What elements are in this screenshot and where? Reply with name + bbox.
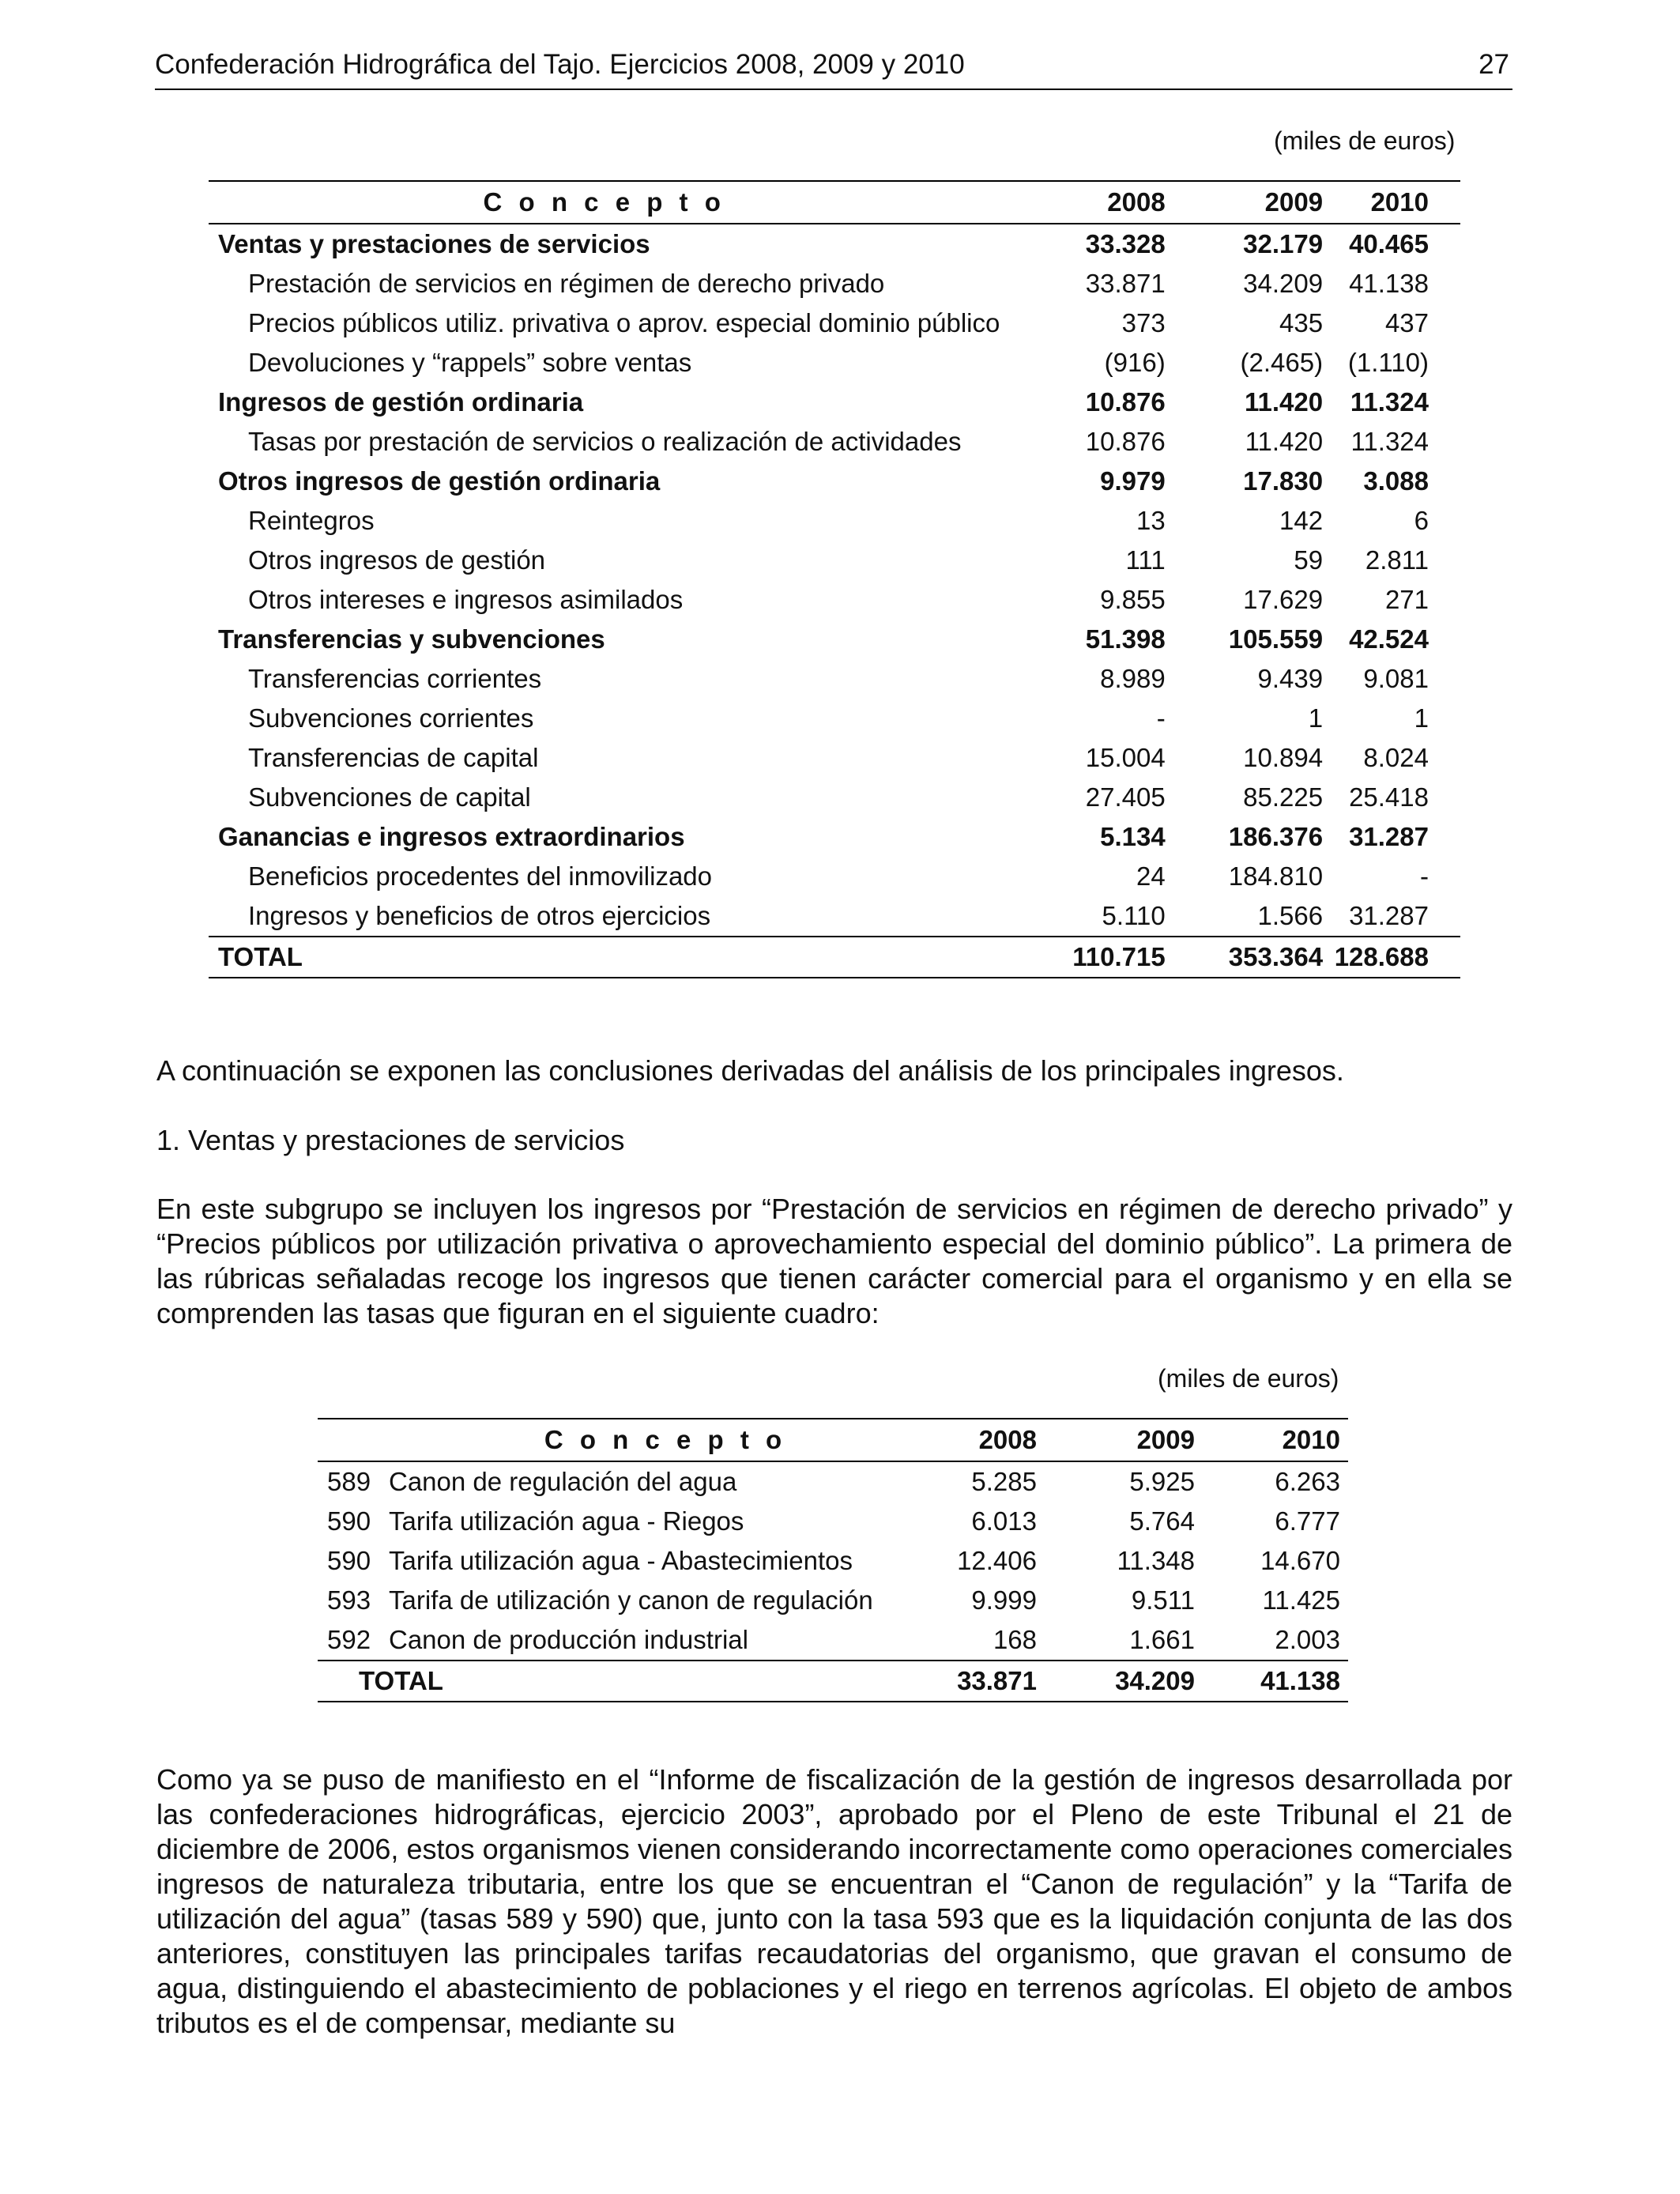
cell-value: 9.511 [1131, 1585, 1195, 1615]
row-label: Tarifa de utilización y canon de regulación [389, 1585, 873, 1615]
table-row [209, 817, 1460, 857]
table1-units: (miles de euros) [1274, 126, 1456, 155]
cell-value: 105.559 [1228, 624, 1324, 654]
cell-value: 5.925 [1129, 1467, 1195, 1496]
cell-value: 5.134 [1100, 822, 1166, 851]
cell-value: 11.348 [1117, 1546, 1195, 1575]
table-row [209, 620, 1460, 659]
total-value: 41.138 [1195, 1661, 1348, 1702]
cell-value: 17.629 [1243, 585, 1324, 614]
row-label: Precios públicos utiliz. privativa o aprov. especial dominio público [248, 308, 1000, 337]
paragraph-subgroup: En este subgrupo se incluyen los ingresos por “Prestación de servicios en régimen de derecho privado” y “Precios públicos por utilización privativa o aprovechamiento especial del dominio público”. La primera de las rúbricas señaladas recoge los ingresos que tienen carácter comercial para el organismo y en ella se comprenden las tasas que figuran en el siguiente cuadro: [156, 1193, 1512, 1329]
cell-value: 9.855 [1100, 585, 1166, 614]
cell-value: 10.876 [1085, 387, 1166, 417]
table-row [209, 303, 1460, 343]
cell-value: 31.287 [1349, 822, 1429, 851]
cell-value: 9.979 [1100, 466, 1166, 496]
paragraph-tribunal: Como ya se puso de manifiesto en el “Informe de fiscalización de la gestión de ingresos desarrollada por las confederaciones hidrográficas, ejercicio 2003”, aprobado por el Pleno de este Tribunal el 21 de diciembre de 2006, estos organismos vienen considerando incorrectamente como operaciones comerciales ingresos de naturaleza tributaria, entre los que se encuentran el “Canon de regulación” y la “Tarifa de utilización del agua” (tasas 589 y 590) que, junto con la tasa 593 que es la liquidación conjunta de las dos anteriores, constituyen las principales tarifas recaudatorias del organismo, que gravan el consumo de agua, distinguiendo el abastecimiento de poblaciones y el riego en terrenos agrícolas. El objeto de ambos tributos es el de compensar, mediante su [156, 1763, 1512, 2039]
row-label: Transferencias corrientes [248, 664, 542, 693]
total-value: 33.871 [879, 1661, 1037, 1702]
row-label: Ingresos de gestión ordinaria [218, 387, 584, 417]
row-label: Transferencias de capital [248, 743, 539, 772]
cell-value: 6.263 [1275, 1467, 1340, 1496]
cell-value: 8.989 [1100, 664, 1166, 693]
income-table [209, 180, 1460, 978]
cell-value: - [1156, 703, 1166, 733]
cell-value: 6 [1414, 506, 1429, 535]
total-value: 353.364 [1166, 937, 1323, 978]
table-row [209, 383, 1460, 422]
row-label: Ventas y prestaciones de servicios [218, 229, 650, 258]
row-label: Reintegros [248, 506, 375, 535]
row-label: Prestación de servicios en régimen de derecho privado [248, 269, 885, 298]
cell-value: 33.328 [1085, 229, 1166, 258]
table2-header-2010: 2010 [1195, 1419, 1348, 1461]
fee-code: 589 [327, 1467, 371, 1496]
cell-value: 42.524 [1349, 624, 1429, 654]
cell-value: 9.439 [1257, 664, 1324, 693]
cell-value: 11.324 [1350, 427, 1429, 456]
cell-value: 31.287 [1349, 901, 1429, 930]
total-row [209, 937, 1460, 978]
cell-value: 1 [1308, 703, 1324, 733]
table2-units: (miles de euros) [1158, 1364, 1339, 1393]
cell-value: 24 [1136, 861, 1166, 891]
cell-value: 10.876 [1085, 427, 1166, 456]
row-label: Subvenciones de capital [248, 782, 531, 812]
cell-value: 5.764 [1129, 1506, 1195, 1536]
table2-header-2008: 2008 [879, 1419, 1037, 1461]
cell-value: 59 [1294, 545, 1324, 575]
cell-value: 10.894 [1243, 743, 1324, 772]
cell-value: 186.376 [1228, 822, 1324, 851]
cell-value: 8.024 [1363, 743, 1429, 772]
cell-value: 11.425 [1262, 1585, 1340, 1615]
table1-header-2008: 2008 [1000, 181, 1165, 224]
table-row [209, 422, 1460, 462]
cell-value: 1.661 [1129, 1625, 1195, 1654]
cell-value: 1 [1414, 703, 1429, 733]
cell-value: 15.004 [1085, 743, 1166, 772]
total-value: 128.688 [1323, 937, 1460, 978]
cell-value: 25.418 [1349, 782, 1429, 812]
cell-value: - [1420, 861, 1429, 891]
cell-value: 6.777 [1275, 1506, 1340, 1536]
cell-value: 373 [1121, 308, 1166, 337]
cell-value: (2.465) [1240, 348, 1324, 377]
total-label: TOTAL [209, 937, 1000, 978]
row-label: Canon de producción industrial [389, 1625, 748, 1654]
cell-value: 13 [1136, 506, 1166, 535]
cell-value: 11.420 [1245, 427, 1324, 456]
table-row [318, 1620, 1348, 1661]
table-row [209, 699, 1460, 738]
cell-value: 32.179 [1243, 229, 1324, 258]
total-row [318, 1661, 1348, 1702]
cell-value: 6.013 [971, 1506, 1037, 1536]
cell-value: 11.420 [1244, 387, 1324, 417]
table-row [209, 343, 1460, 383]
cell-value: 41.138 [1349, 269, 1429, 298]
paragraph-intro: A continuación se exponen las conclusiones derivadas del análisis de los principales ingresos. [156, 1054, 1344, 1087]
cell-value: 2.003 [1275, 1625, 1340, 1654]
cell-value: 14.670 [1260, 1546, 1340, 1575]
table-row [209, 541, 1460, 580]
cell-value: 3.088 [1363, 466, 1429, 496]
cell-value: 271 [1384, 585, 1429, 614]
total-value: 110.715 [1000, 937, 1165, 978]
table1-header-concepto: C o n c e p t o [209, 181, 1000, 224]
table-row [209, 501, 1460, 541]
row-label: Devoluciones y “rappels” sobre ventas [248, 348, 692, 377]
row-label: Transferencias y subvenciones [218, 624, 605, 654]
cell-value: 184.810 [1228, 861, 1324, 891]
cell-value: 435 [1279, 308, 1324, 337]
cell-value: 9.081 [1363, 664, 1429, 693]
cell-value: 33.871 [1085, 269, 1166, 298]
table-row [209, 462, 1460, 501]
cell-value: 5.285 [971, 1467, 1037, 1496]
table-row [209, 896, 1460, 937]
row-label: Tarifa utilización agua - Abastecimientos [389, 1546, 853, 1575]
section-heading: 1. Ventas y prestaciones de servicios [156, 1124, 625, 1156]
row-label: Ingresos y beneficios de otros ejercicios [248, 901, 711, 930]
cell-value: 34.209 [1243, 269, 1324, 298]
table-row [318, 1581, 1348, 1620]
fee-code: 592 [327, 1625, 371, 1654]
table2-header-concepto: C o n c e p t o [318, 1419, 879, 1461]
fees-table [318, 1418, 1348, 1702]
table-row [209, 224, 1460, 264]
row-label: Tarifa utilización agua - Riegos [389, 1506, 744, 1536]
fee-code: 590 [327, 1546, 371, 1575]
table-row [209, 659, 1460, 699]
cell-value: 40.465 [1349, 229, 1429, 258]
fee-code: 593 [327, 1585, 371, 1615]
table-row [318, 1541, 1348, 1581]
cell-value: 168 [993, 1625, 1037, 1654]
table-row [318, 1461, 1348, 1502]
cell-value: 85.225 [1243, 782, 1324, 812]
cell-value: 11.324 [1350, 387, 1429, 417]
row-label: Ganancias e ingresos extraordinarios [218, 822, 685, 851]
total-value: 34.209 [1037, 1661, 1195, 1702]
header-title: Confederación Hidrográfica del Tajo. Ejercicios 2008, 2009 y 2010 [155, 49, 965, 80]
table-row [209, 738, 1460, 778]
table1-header-2009: 2009 [1166, 181, 1323, 224]
table2-header-row [318, 1419, 1348, 1461]
row-label: Canon de regulación del agua [389, 1467, 737, 1496]
cell-value: 17.830 [1243, 466, 1324, 496]
page-header [155, 47, 1512, 90]
cell-value: 9.999 [971, 1585, 1037, 1615]
table-row [209, 857, 1460, 896]
row-label: Subvenciones corrientes [248, 703, 534, 733]
table-row [209, 264, 1460, 303]
row-label: Tasas por prestación de servicios o realización de actividades [248, 427, 962, 456]
table2-header-2009: 2009 [1037, 1419, 1195, 1461]
fee-code: 590 [327, 1506, 371, 1536]
row-label: Otros intereses e ingresos asimilados [248, 585, 684, 614]
cell-value: 5.110 [1102, 901, 1166, 930]
cell-value: (1.110) [1347, 348, 1429, 377]
table-row [318, 1502, 1348, 1541]
cell-value: 27.405 [1085, 782, 1166, 812]
row-label: Otros ingresos de gestión [248, 545, 546, 575]
page-number: 27 [1478, 49, 1509, 80]
cell-value: 51.398 [1085, 624, 1166, 654]
table1-header-2010: 2010 [1323, 181, 1460, 224]
cell-value: 142 [1279, 506, 1324, 535]
cell-value: 1.566 [1257, 901, 1324, 930]
cell-value: 111 [1125, 545, 1166, 575]
table-row [209, 778, 1460, 817]
cell-value: 2.811 [1365, 545, 1429, 575]
row-label: Beneficios procedentes del inmovilizado [248, 861, 713, 891]
table1-header-row [209, 181, 1460, 224]
cell-value: 12.406 [957, 1546, 1037, 1575]
cell-value: (916) [1104, 348, 1166, 377]
total-label: TOTAL [318, 1661, 879, 1702]
cell-value: 437 [1384, 308, 1429, 337]
table-row [209, 580, 1460, 620]
row-label: Otros ingresos de gestión ordinaria [218, 466, 661, 496]
